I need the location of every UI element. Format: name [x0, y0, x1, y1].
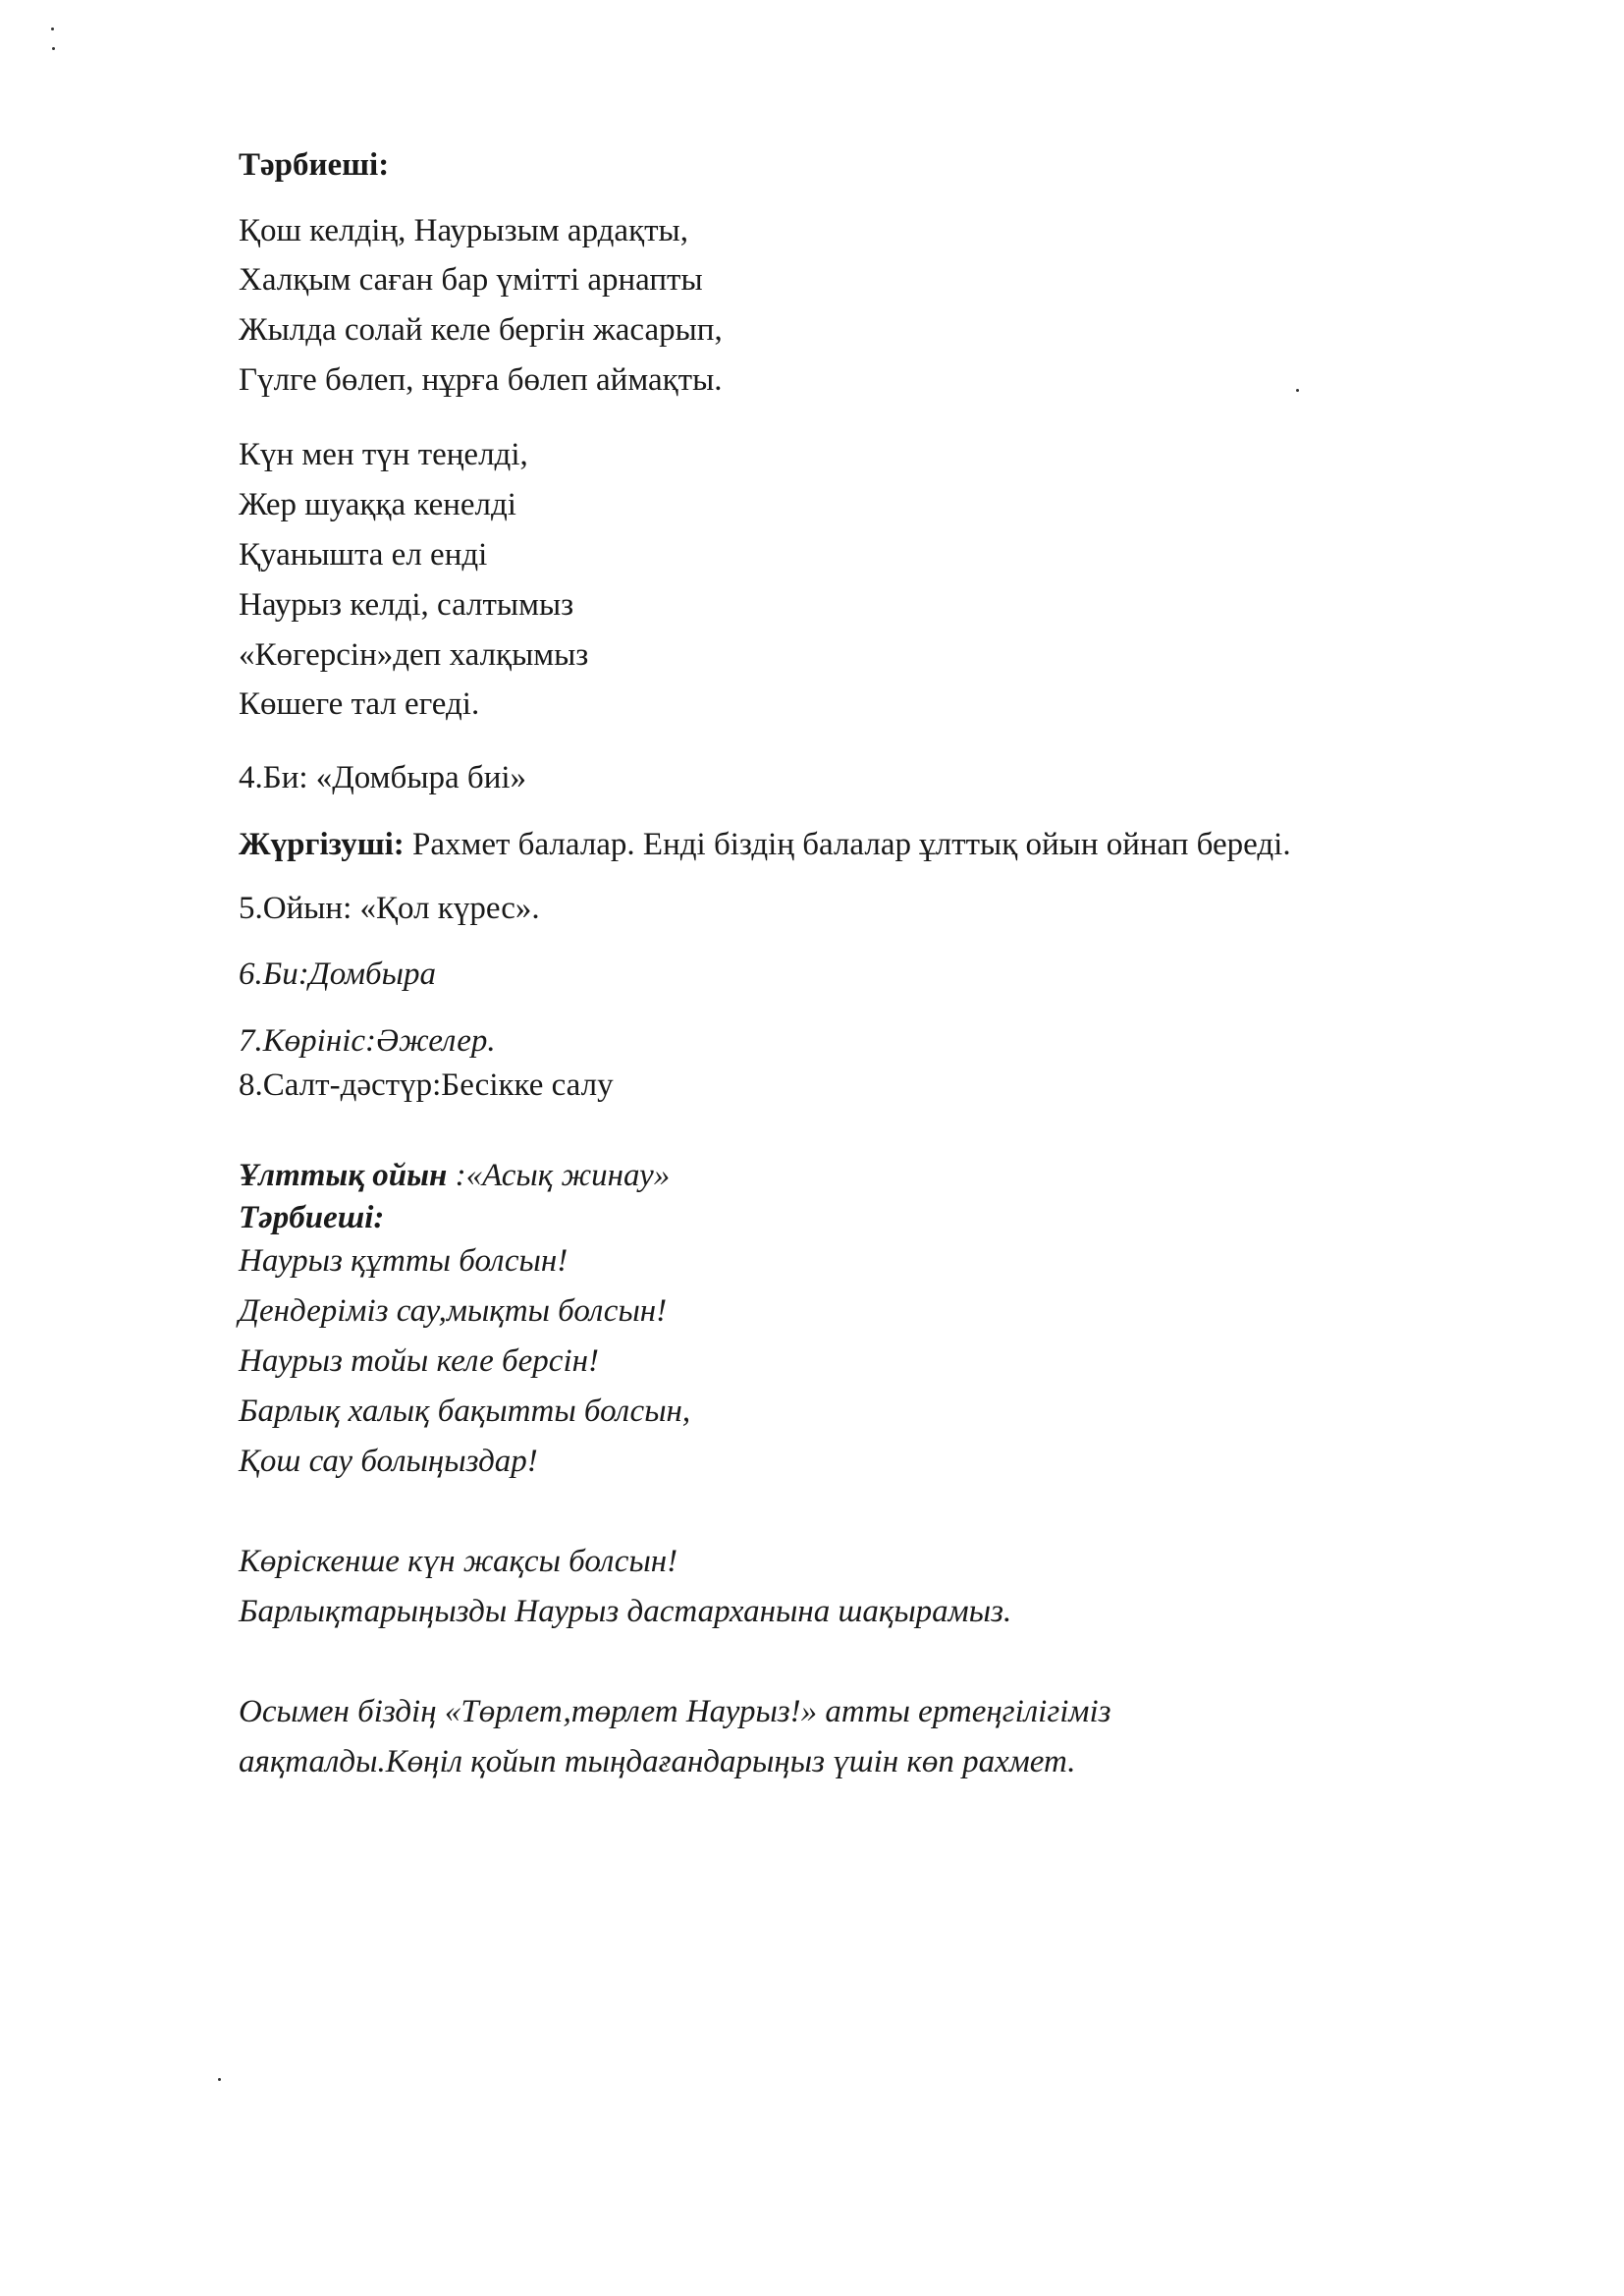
- game-label: Ұлттық ойын: [239, 1158, 448, 1193]
- poem-line: Күн мен түн теңелді,: [239, 437, 528, 472]
- game-line: [239, 1156, 670, 1195]
- poem-line: Көріскенше күн жақсы болсын!: [239, 1544, 678, 1579]
- poem-line: Қуанышта ел енді: [239, 537, 488, 573]
- program-item: 5.Ойын: «Қол күрес».: [239, 891, 540, 926]
- host-text: Рахмет балалар. Енді біздің балалар ұлттық ойын ойнап береді.: [404, 827, 1291, 862]
- poem-line: Жер шуаққа кенелді: [239, 487, 516, 522]
- poem-line: Наурыз құтты болсын!: [239, 1243, 568, 1279]
- poem-line: Наурыз келді, салтымыз: [239, 587, 574, 623]
- game-text: :«Асық жинау»: [447, 1158, 671, 1193]
- poem-line: «Көгерсін»деп халқымыз: [239, 637, 589, 673]
- poem-line: Барлықтарыңызды Наурыз дастарханына шақырамыз.: [239, 1594, 1012, 1629]
- poem-line: Қош сау болыңыздар!: [239, 1444, 538, 1479]
- program-item: 6.Би:Домбыра: [239, 957, 436, 992]
- closing-line: Осымен біздің «Төрлет,төрлет Наурыз!» атты ертеңгілігіміз: [239, 1694, 1111, 1729]
- program-item: 4.Би: «Домбыра биі»: [239, 760, 527, 795]
- poem-line: Наурыз тойы келе берсін!: [239, 1343, 599, 1379]
- program-item: 8.Салт-дәстүр:Бесікке салу: [239, 1067, 614, 1103]
- speaker-heading: Тәрбиеші:: [239, 147, 390, 183]
- speaker-heading: Тәрбиеші:: [239, 1200, 385, 1235]
- poem-line: Дендеріміз сау,мықты болсын!: [239, 1293, 668, 1329]
- program-item: 7.Көрініс:Әжелер.: [239, 1023, 496, 1059]
- host-label: Жүргізуші:: [239, 827, 405, 862]
- poem-line: Барлық халық бақытты болсын,: [239, 1394, 691, 1429]
- scan-speck: [52, 47, 55, 50]
- poem-line: Жылда солай келе бергін жасарып,: [239, 312, 723, 348]
- scan-speck: [1296, 389, 1299, 392]
- scan-speck: [51, 27, 54, 30]
- host-line: [239, 825, 1291, 864]
- closing-line: аяқталды.Көңіл қойып тыңдағандарыңыз үшін көп рахмет.: [239, 1744, 1076, 1779]
- scan-speck: [218, 2078, 221, 2081]
- poem-line: Көшеге тал егеді.: [239, 686, 480, 722]
- poem-line: Қош келдің, Наурызым ардақты,: [239, 213, 688, 248]
- poem-line: Гүлге бөлеп, нұрға бөлеп аймақты.: [239, 362, 723, 398]
- poem-line: Халқым саған бар үмітті арнапты: [239, 262, 703, 298]
